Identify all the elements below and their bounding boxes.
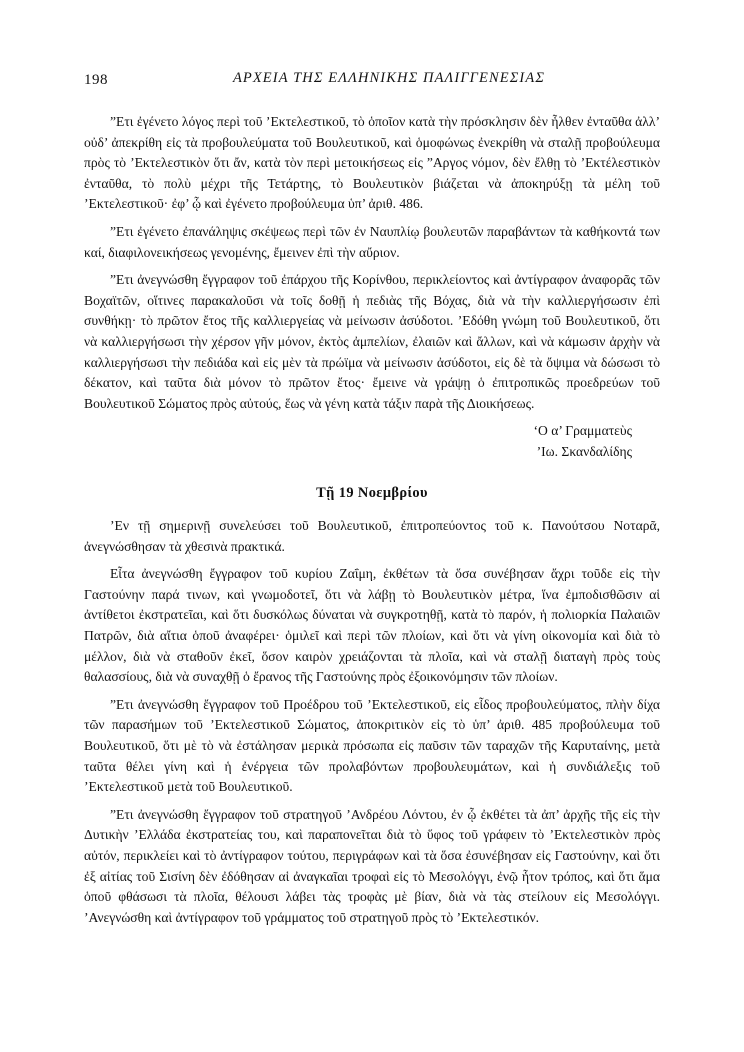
signature-title: ‘Ο α’ Γραμματεὺς — [533, 423, 632, 439]
paragraph-1: ”Ετι ἐγένετο λόγος περὶ τοῦ ’Εκτελεστικοῦ, τὸ ὁποῖον κατὰ τὴν πρόσκλησιν δὲν ἦλθεν ἐνταῦθα ἀλλ’ οὐδ’ ἀπεκρίθη εἰς τὰ προβουλεύματα τοῦ Βουλευτικοῦ, καὶ ὁμοφώνως ἐνεκρίθη νὰ σταλῇ προβούλευμα πρὸς τὸ ’Εκτελεστικὸν ὅτι ἄν, κατὰ τὸν περὶ μετοικήσεως εἰς ”Αργος νόμον, δὲν ἔλθῃ τὸ ’Εκτέλεστικὸν ἐνταῦθα, τὸ πολὺ μέχρι τῆς Τετάρτης, τὸ Βουλευτικὸν βιάζεται νὰ ἀποκηρύξῃ τὰ μέλη τοῦ ’Εκτελεστικοῦ· ἐφ’ ᾧ καὶ ἐγένετο προβούλευμα ὑπ’ ἀριθ. 486. — [84, 114, 660, 212]
section-heading-date: Τῇ 19 Νοεμβρίου — [316, 484, 428, 501]
paragraph-5: Εἶτα ἀνεγνώσθη ἔγγραφον τοῦ κυρίου Ζαΐμη, ἐκθέτων τὰ ὅσα συνέβησαν ἄχρι τοῦδε εἰς τὴν Γαστούνην παρά τινων, καὶ γνωμοδοτεῖ, ὅτι νὰ λάβῃ τὸ Βουλευτικὸν μέτρα, ἵνα ἐμποδισθῶσιν αἱ ἀντίθετοι ἐκστρατεῖαι, καὶ ὅτι δυσκόλως δύναται νὰ συγκροτηθῇ, κατὰ τὸ παρόν, ἡ πολιορκία Παλαιῶν Πατρῶν, διὰ αἴτια ὁποῦ ἀναφέρει· ὁμιλεῖ καὶ περὶ τῶν πλοίων, καὶ ὅτι νὰ γίνη οἰκονομία καὶ διὰ τὸ μέλλον, διὰ νὰ σταθοῦν ἐκεῖ, ὅσον καιρὸν χρειάζονται τὰ πλοῖα, καὶ νὰ σταλῇ διαταγὴ πρὸς τοὺς θαλασσίους, διὰ νὰ συναχθῇ ὁ ἔρανος τῆς Γαστούνης πρὸς ἐξοικονόμησιν τῶν πλοίων. — [84, 566, 660, 685]
signature-block — [84, 421, 660, 462]
running-head-title: ΑΡΧΕΙΑ ΤΗΣ ΕΛΛΗΝΙΚΗΣ ΠΑΛΙΓΓΕΝΕΣΙΑΣ — [232, 70, 546, 86]
body-text — [84, 112, 660, 928]
paragraph-6: ”Ετι ἀνεγνώσθη ἔγγραφον τοῦ Προέδρου τοῦ ’Εκτελεστικοῦ, εἰς εἶδος προβουλεύματος, πλὴν δίχα τῶν παρασήμων τοῦ ’Εκτελεστικοῦ Σώματος, ἀποκριτικὸν εἰς τὸ ὑπ’ ἀριθ. 485 προβούλευμα τοῦ Βουλευτικοῦ, ὅτι μὲ τὸ νὰ ἐστάλησαν μερικὰ πρόσωπα εἰς παῦσιν τῶν ταραχῶν τῆς Καρυταίνης, μετὰ ταῦτα θέλει γίνη καὶ ἡ ἐνέργεια τῶν προλαβόντων προβουλευμάτων, καὶ ἡ συνδιάλεξις τοῦ ’Εκτελεστικοῦ μετὰ τοῦ Βουλευτικοῦ. — [84, 696, 660, 795]
page-number: 198 — [84, 72, 108, 88]
running-head — [84, 70, 660, 96]
paragraph-2: ”Ετι ἐγένετο ἐπανάληψις σκέψεως περὶ τῶν ἐν Ναυπλίῳ βουλευτῶν παραβάντων τὰ καθήκοντά των καί, διαφιλονεικήσεως γενομένης, ἔμεινεν ἐπὶ τὴν αὔριον. — [84, 223, 660, 260]
paragraph-4: ’Εν τῇ σημερινῇ συνελεύσει τοῦ Βουλευτικοῦ, ἐπιτροπεύοντος τοῦ κ. Πανούτσου Νοταρᾶ, ἀνεγνώσθησαν τὰ χθεσινὰ πρακτικά. — [84, 518, 660, 554]
paragraph-7: ”Ετι ἀνεγνώσθη ἔγγραφον τοῦ στρατηγοῦ ’Ανδρέου Λόντου, ἐν ᾧ ἐκθέτει τὰ ἀπ’ ἀρχῆς τῆς εἰς τὴν Δυτικὴν ’Ελλάδα ἐκστρατείας του, καὶ παραπονεῖται διὰ τὸ ὕφος τοῦ γράφειν τὸ ’Εκτελεστικὸν πρὸς αὐτόν, περικλείει καὶ τὸ ἀντίγραφον τούτου, περιγράφων καὶ τὰ ὅσα ἐσυνέβησαν εἰς Γαστούνην, καὶ ὅτι ἐξ αἰτίας τοῦ Σισίνη δὲν ἐδόθησαν αἱ ἀναγκαῖαι τροφαὶ εἰς τὸ Μεσολόγγι, ἐνῷ ἦτον τρόπος, καὶ ὅτι ἅμα ὁποῦ φθάσωσι τὰ πλοῖα, θέλουσι λάβει τὰς τροφὰς μὲ βίαν, διὰ νὰ τὰς στείλουν εἰς Μεσολόγγι. ’Ανεγνώσθη καὶ ἀντίγραφον τοῦ γράμματος τοῦ στρατηγοῦ πρὸς τὸ ’Εκτελεστικόν. — [84, 806, 660, 925]
paragraph-3: ”Ετι ἀνεγνώσθη ἔγγραφον τοῦ ἐπάρχου τῆς Κορίνθου, περικλείοντος καὶ ἀντίγραφον ἀναφορᾶς τῶν Βοχαϊτῶν, οἵτινες παρακαλοῦσι νὰ τοῖς δοθῇ ἡ πεδιὰς τῆς Βόχας, διὰ νὰ τὴν καλλιεργήσωσιν ἐπὶ συνθήκῃ· τὸ πρῶτον ἔτος τῆς καλλιεργείας νὰ μείνωσιν ἀσύδοτοι. ’Εδόθη γνώμη τοῦ Βουλευτικοῦ, ὅτι νὰ καλλιεργήσωσι τὴν χέρσον γῆν μόνον, ἐκτὸς ἀμπελίων, ἐλαιῶν καὶ ἄλλων, καὶ νὰ κάμωσιν ἀρχὴν νὰ καλλιεργήσωσι τὴν πεδιάδα καὶ εἰς μὲν τὰ πρώϊμα νὰ μείνωσιν ἀσύδοτοι, εἰς δὲ τὰ ὄψιμα νὰ δώσωσι τὸ δέκατον, καὶ ταῦτα διὰ μόνον τὸ πρῶτον ἔτος· ἔμεινε νὰ γράψῃ ὁ ἐπιτροπικῶς προεδρεύων τοῦ Βουλευτικοῦ Σώματος πρὸς αὐτούς, ἕως νὰ γένη κατὰ τάξιν παρὰ τῆς Διοικήσεως. — [84, 272, 660, 411]
signature-name: ’Ιω. Σκανδαλίδης — [536, 443, 632, 459]
